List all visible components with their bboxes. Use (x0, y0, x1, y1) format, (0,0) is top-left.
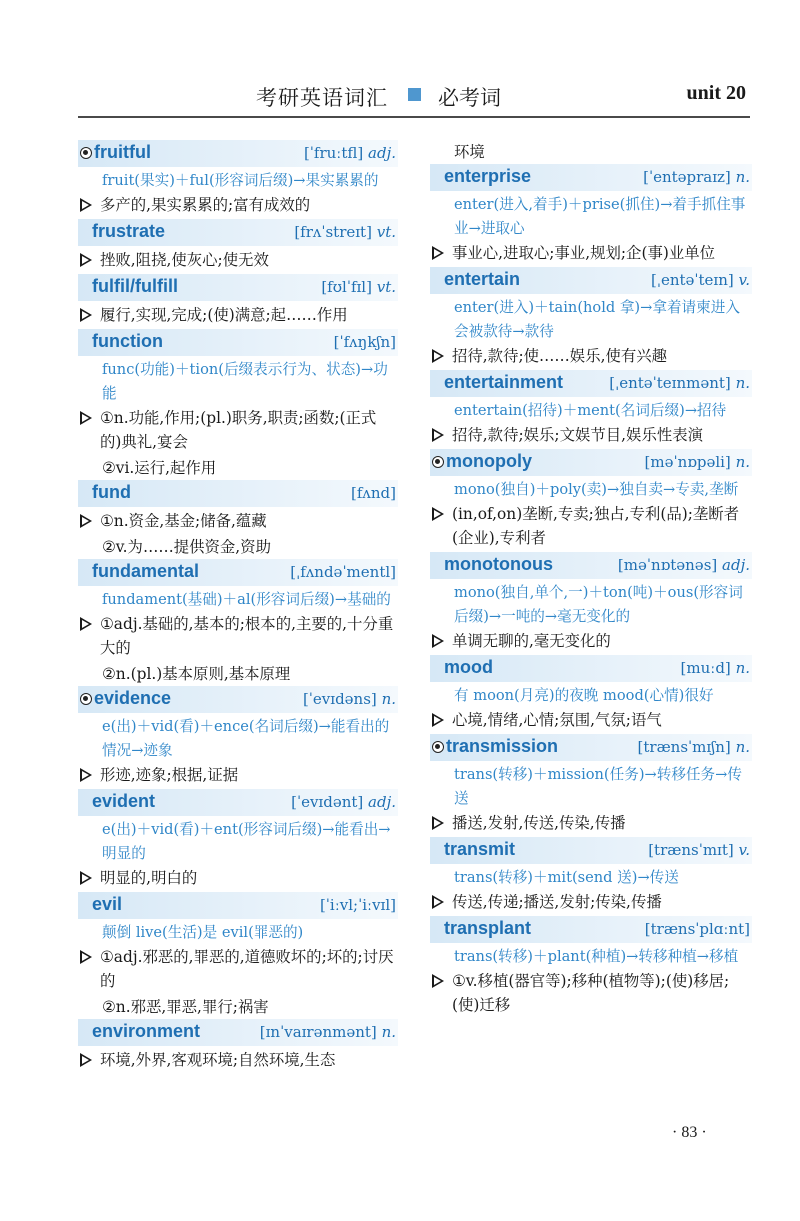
square-icon (408, 88, 421, 101)
definition (78, 612, 398, 660)
dictionary-entry (78, 219, 398, 272)
dictionary-entry (430, 655, 752, 732)
definition-extra: ②vi.运行,起作用 (102, 459, 217, 477)
etymology-note: entertain(招待)＋ment(名词后缀)→招待 (454, 402, 727, 419)
part-of-speech: n. (735, 374, 750, 392)
headword-band (430, 734, 752, 761)
part-of-speech: adj. (722, 556, 750, 574)
headword-band (430, 552, 752, 579)
phonetic: [ˌfʌndəˈmentl] (290, 563, 396, 581)
definition-text: ①n.资金,基金;储备,蕴藏 (100, 512, 267, 530)
etymology-note: trans(转移)＋plant(种植)→转移种植→移植 (454, 948, 739, 965)
definition-text: 单调无聊的,毫无变化的 (452, 632, 611, 650)
dictionary-entry (78, 329, 398, 480)
pronunciation (351, 484, 396, 502)
part-of-speech: adj. (368, 144, 396, 162)
phonetic: [trænsˈmɪʃn] (637, 738, 731, 756)
headword: entertainment (444, 372, 564, 392)
part-of-speech: n. (735, 738, 750, 756)
part-of-speech: vt. (376, 278, 396, 296)
triangle-marker-icon (432, 349, 444, 363)
pronunciation (681, 659, 750, 677)
etymology-note: enter(进入,着手)＋prise(抓住)→着手抓住事业→进取心 (454, 196, 746, 237)
pronunciation (291, 793, 396, 811)
page-number: · 83 · (672, 1124, 707, 1141)
headword-band (78, 1019, 398, 1046)
dictionary-entry (78, 559, 398, 686)
headword-band (430, 449, 752, 476)
definition (78, 509, 398, 533)
definition (430, 423, 752, 447)
definition (78, 248, 398, 272)
phonetic: [fʌnd] (351, 484, 396, 502)
triangle-marker-icon (80, 871, 92, 885)
definition (78, 763, 398, 787)
phonetic: [fʊlˈfɪl] (321, 278, 372, 296)
left-column (78, 140, 398, 1074)
definition-text: 形迹,迹象;根据,证据 (100, 766, 239, 784)
pronunciation (618, 556, 750, 574)
definition (78, 945, 398, 993)
etymology-note: 有 moon(月亮)的夜晚 mood(心情)很好 (454, 687, 714, 704)
dictionary-entry (78, 1019, 398, 1072)
triangle-marker-icon (432, 634, 444, 648)
pronunciation (645, 453, 750, 471)
phonetic: [ˈfʌŋkʃn] (333, 333, 396, 351)
pronunciation (334, 333, 396, 351)
definition (78, 866, 398, 890)
phonetic: [məˈnɒpəli] (644, 453, 731, 471)
etymology-note: mono(独自,单个,一)＋ton(吨)＋ous(形容词后缀)→一吨的→毫无变化的 (454, 584, 743, 625)
headword-band (78, 480, 398, 507)
phonetic: [trænsˈplɑːnt] (644, 920, 750, 938)
pronunciation (294, 223, 396, 241)
phonetic: [muːd] (680, 659, 731, 677)
headword: fund (92, 482, 131, 502)
definition (78, 1048, 398, 1072)
dictionary-entry (78, 686, 398, 787)
pronunciation (260, 1023, 396, 1041)
headword: enterprise (444, 166, 532, 186)
etymology-note: e(出)＋vid(看)＋ent(形容词后缀)→能看出→明显的 (102, 821, 391, 862)
part-of-speech: vt. (376, 223, 396, 241)
etymology-note: mono(独自)＋poly(卖)→独自卖→专卖,垄断 (454, 481, 739, 498)
definition (430, 811, 752, 835)
triangle-marker-icon (80, 308, 92, 322)
definition-text: 多产的,果实累累的;富有成效的 (100, 196, 311, 214)
phonetic: [frʌˈstreɪt] (294, 223, 372, 241)
continuation-text: 环境 (454, 143, 485, 161)
definition (430, 708, 752, 732)
headword-band (430, 267, 752, 294)
part-of-speech: n. (381, 1023, 396, 1041)
dictionary-entry (78, 892, 398, 1019)
etymology-note: trans(转移)＋mission(任务)→转移任务→传送 (454, 766, 742, 807)
etymology-note: func(功能)＋tion(后缀表示行为、状态)→功能 (102, 361, 388, 402)
definition-text: 招待,款待;使……娱乐,使有兴趣 (452, 347, 668, 365)
headword-band (78, 686, 398, 713)
headword: monotonous (444, 554, 553, 574)
headword: entertain (444, 269, 521, 289)
triangle-marker-icon (80, 1053, 92, 1067)
dictionary-entry (430, 916, 752, 1017)
definition-text: 挫败,阻挠,使灰心;使无效 (100, 251, 269, 269)
headword: transmit (444, 839, 516, 859)
headword-band (430, 655, 752, 682)
dictionary-entry (78, 789, 398, 890)
definition-text: 心境,情绪,心情;氛围,气氛;语气 (452, 711, 662, 729)
headword-band (78, 140, 398, 167)
definition (430, 502, 752, 550)
triangle-marker-icon (80, 950, 92, 964)
headword-band (430, 837, 752, 864)
definition-extra: ②v.为……提供资金,资助 (102, 538, 271, 556)
definition (78, 303, 398, 327)
triangle-marker-icon (80, 411, 92, 425)
definition (430, 241, 752, 265)
headword-band (78, 559, 398, 586)
headword-band (78, 329, 398, 356)
right-column (430, 140, 752, 1019)
dictionary-entry (430, 734, 752, 835)
phonetic: [ˌentəˈteɪn] (650, 271, 734, 289)
headword: evident (92, 791, 156, 811)
part-of-speech: n. (381, 690, 396, 708)
book-title: 考研英语词汇 (256, 86, 388, 110)
pronunciation (638, 738, 750, 756)
etymology-note: fundament(基础)＋al(形容词后缀)→基础的 (102, 591, 391, 608)
definition (78, 193, 398, 217)
etymology-note: trans(转移)＋mit(send 送)→传送 (454, 869, 679, 886)
headword-band (430, 916, 752, 943)
phonetic: [ɪnˈvaɪrənmənt] (259, 1023, 377, 1041)
page-header (78, 76, 750, 116)
headword-band (78, 274, 398, 301)
section-title: 必考词 (438, 86, 501, 110)
etymology-note: 颠倒 live(生活)是 evil(罪恶的) (102, 924, 304, 941)
definition-extra: ②n.(pl.)基本原则,基本原理 (102, 665, 291, 683)
headword: fulfil/fulfill (92, 276, 178, 296)
triangle-marker-icon (80, 514, 92, 528)
part-of-speech: n. (735, 168, 750, 186)
bullseye-icon (432, 741, 444, 753)
phonetic: [ˈevɪdəns] (302, 690, 377, 708)
headword: frustrate (92, 221, 166, 241)
triangle-marker-icon (80, 617, 92, 631)
headword: transplant (444, 918, 532, 938)
definition-text: ①n.功能,作用;(pl.)职务,职责;函数;(正式的)典礼,宴会 (100, 409, 377, 451)
etymology-note: enter(进入)＋tain(hold 拿)→拿着请柬进入会被款待→款待 (454, 299, 740, 340)
headword: mood (444, 657, 493, 677)
headword: transmission (446, 736, 559, 756)
definition (430, 344, 752, 368)
pronunciation (304, 144, 396, 162)
headword: evil (92, 894, 123, 914)
definition-text: 招待,款待;娱乐;文娱节目,娱乐性表演 (452, 426, 704, 444)
dictionary-entry (430, 552, 752, 653)
triangle-marker-icon (432, 428, 444, 442)
unit-label: unit 20 (686, 82, 746, 104)
headword: function (92, 331, 163, 351)
dictionary-entry (430, 267, 752, 368)
definition-text: 环境,外界,客观环境;自然环境,生态 (100, 1051, 336, 1069)
definition-text: 播送,发射,传送,传染,传播 (452, 814, 626, 832)
headword-band (430, 164, 752, 191)
headword-band (78, 892, 398, 919)
triangle-marker-icon (80, 198, 92, 212)
part-of-speech: adj. (368, 793, 396, 811)
bullseye-icon (432, 456, 444, 468)
pronunciation (321, 278, 396, 296)
triangle-marker-icon (80, 768, 92, 782)
definition-text: ①adj.基础的,基本的;根本的,主要的,十分重大的 (100, 615, 394, 657)
part-of-speech: n. (735, 453, 750, 471)
phonetic: [ˈiːvl;ˈiːvɪl] (319, 896, 396, 914)
phonetic: [ˈevɪdənt] (291, 793, 364, 811)
dictionary-entry (430, 164, 752, 265)
headword: evidence (94, 688, 172, 708)
part-of-speech: v. (738, 841, 750, 859)
headword-band (78, 219, 398, 246)
phonetic: [trænsˈmɪt] (648, 841, 734, 859)
pronunciation (648, 841, 750, 859)
headword-band (430, 370, 752, 397)
dictionary-entry (430, 449, 752, 550)
pronunciation (645, 920, 750, 938)
definition-extra: ②n.邪恶,罪恶,罪行;祸害 (102, 998, 269, 1016)
triangle-marker-icon (432, 246, 444, 260)
headword: monopoly (446, 451, 532, 471)
phonetic: [ˌentəˈteɪnmənt] (609, 374, 731, 392)
dictionary-entry (78, 274, 398, 327)
dictionary-entry (430, 370, 752, 447)
phonetic: [ˈfruːtfl] (303, 144, 364, 162)
bullseye-icon (80, 693, 92, 705)
etymology-note: e(出)＋vid(看)＋ence(名词后缀)→能看出的情况→迹象 (102, 718, 390, 759)
dictionary-entry (78, 480, 398, 559)
definition-text: (in,of,on)垄断,专卖;独占,专利(品);垄断者(企业),专利者 (452, 505, 740, 547)
definition (78, 406, 398, 454)
triangle-marker-icon (80, 253, 92, 267)
pronunciation (290, 563, 396, 581)
pronunciation (320, 896, 396, 914)
definition-text: 传送,传递;播送,发射;传染,传播 (452, 893, 662, 911)
definition (430, 969, 752, 1017)
headword: fruitful (94, 142, 151, 162)
triangle-marker-icon (432, 816, 444, 830)
pronunciation (303, 690, 396, 708)
headword: fundamental (92, 561, 200, 581)
triangle-marker-icon (432, 974, 444, 988)
headword: environment (92, 1021, 201, 1041)
phonetic: [məˈnɒtənəs] (617, 556, 718, 574)
triangle-marker-icon (432, 895, 444, 909)
definition-text: 事业心,进取心;事业,规划;企(事)业单位 (452, 244, 716, 262)
definition (430, 629, 752, 653)
triangle-marker-icon (432, 713, 444, 727)
definition-text: 明显的,明白的 (100, 869, 198, 887)
headword-band (78, 789, 398, 816)
definition (430, 890, 752, 914)
part-of-speech: v. (738, 271, 750, 289)
pronunciation (651, 271, 750, 289)
definition-text: ①adj.邪恶的,罪恶的,道德败坏的;坏的;讨厌的 (100, 948, 394, 990)
pronunciation (643, 168, 750, 186)
dictionary-entry (78, 140, 398, 217)
etymology-note: fruit(果实)＋ful(形容词后缀)→果实累累的 (102, 172, 379, 189)
pronunciation (609, 374, 750, 392)
triangle-marker-icon (432, 507, 444, 521)
definition-text: ①v.移植(器官等);移种(植物等);(使)移居;(使)迁移 (452, 972, 730, 1014)
header-rule (78, 116, 750, 118)
bullseye-icon (80, 147, 92, 159)
dictionary-entry (430, 837, 752, 914)
phonetic: [ˈentəpraɪz] (643, 168, 731, 186)
part-of-speech: n. (735, 659, 750, 677)
definition-text: 履行,实现,完成;(使)满意;起……作用 (100, 306, 348, 324)
